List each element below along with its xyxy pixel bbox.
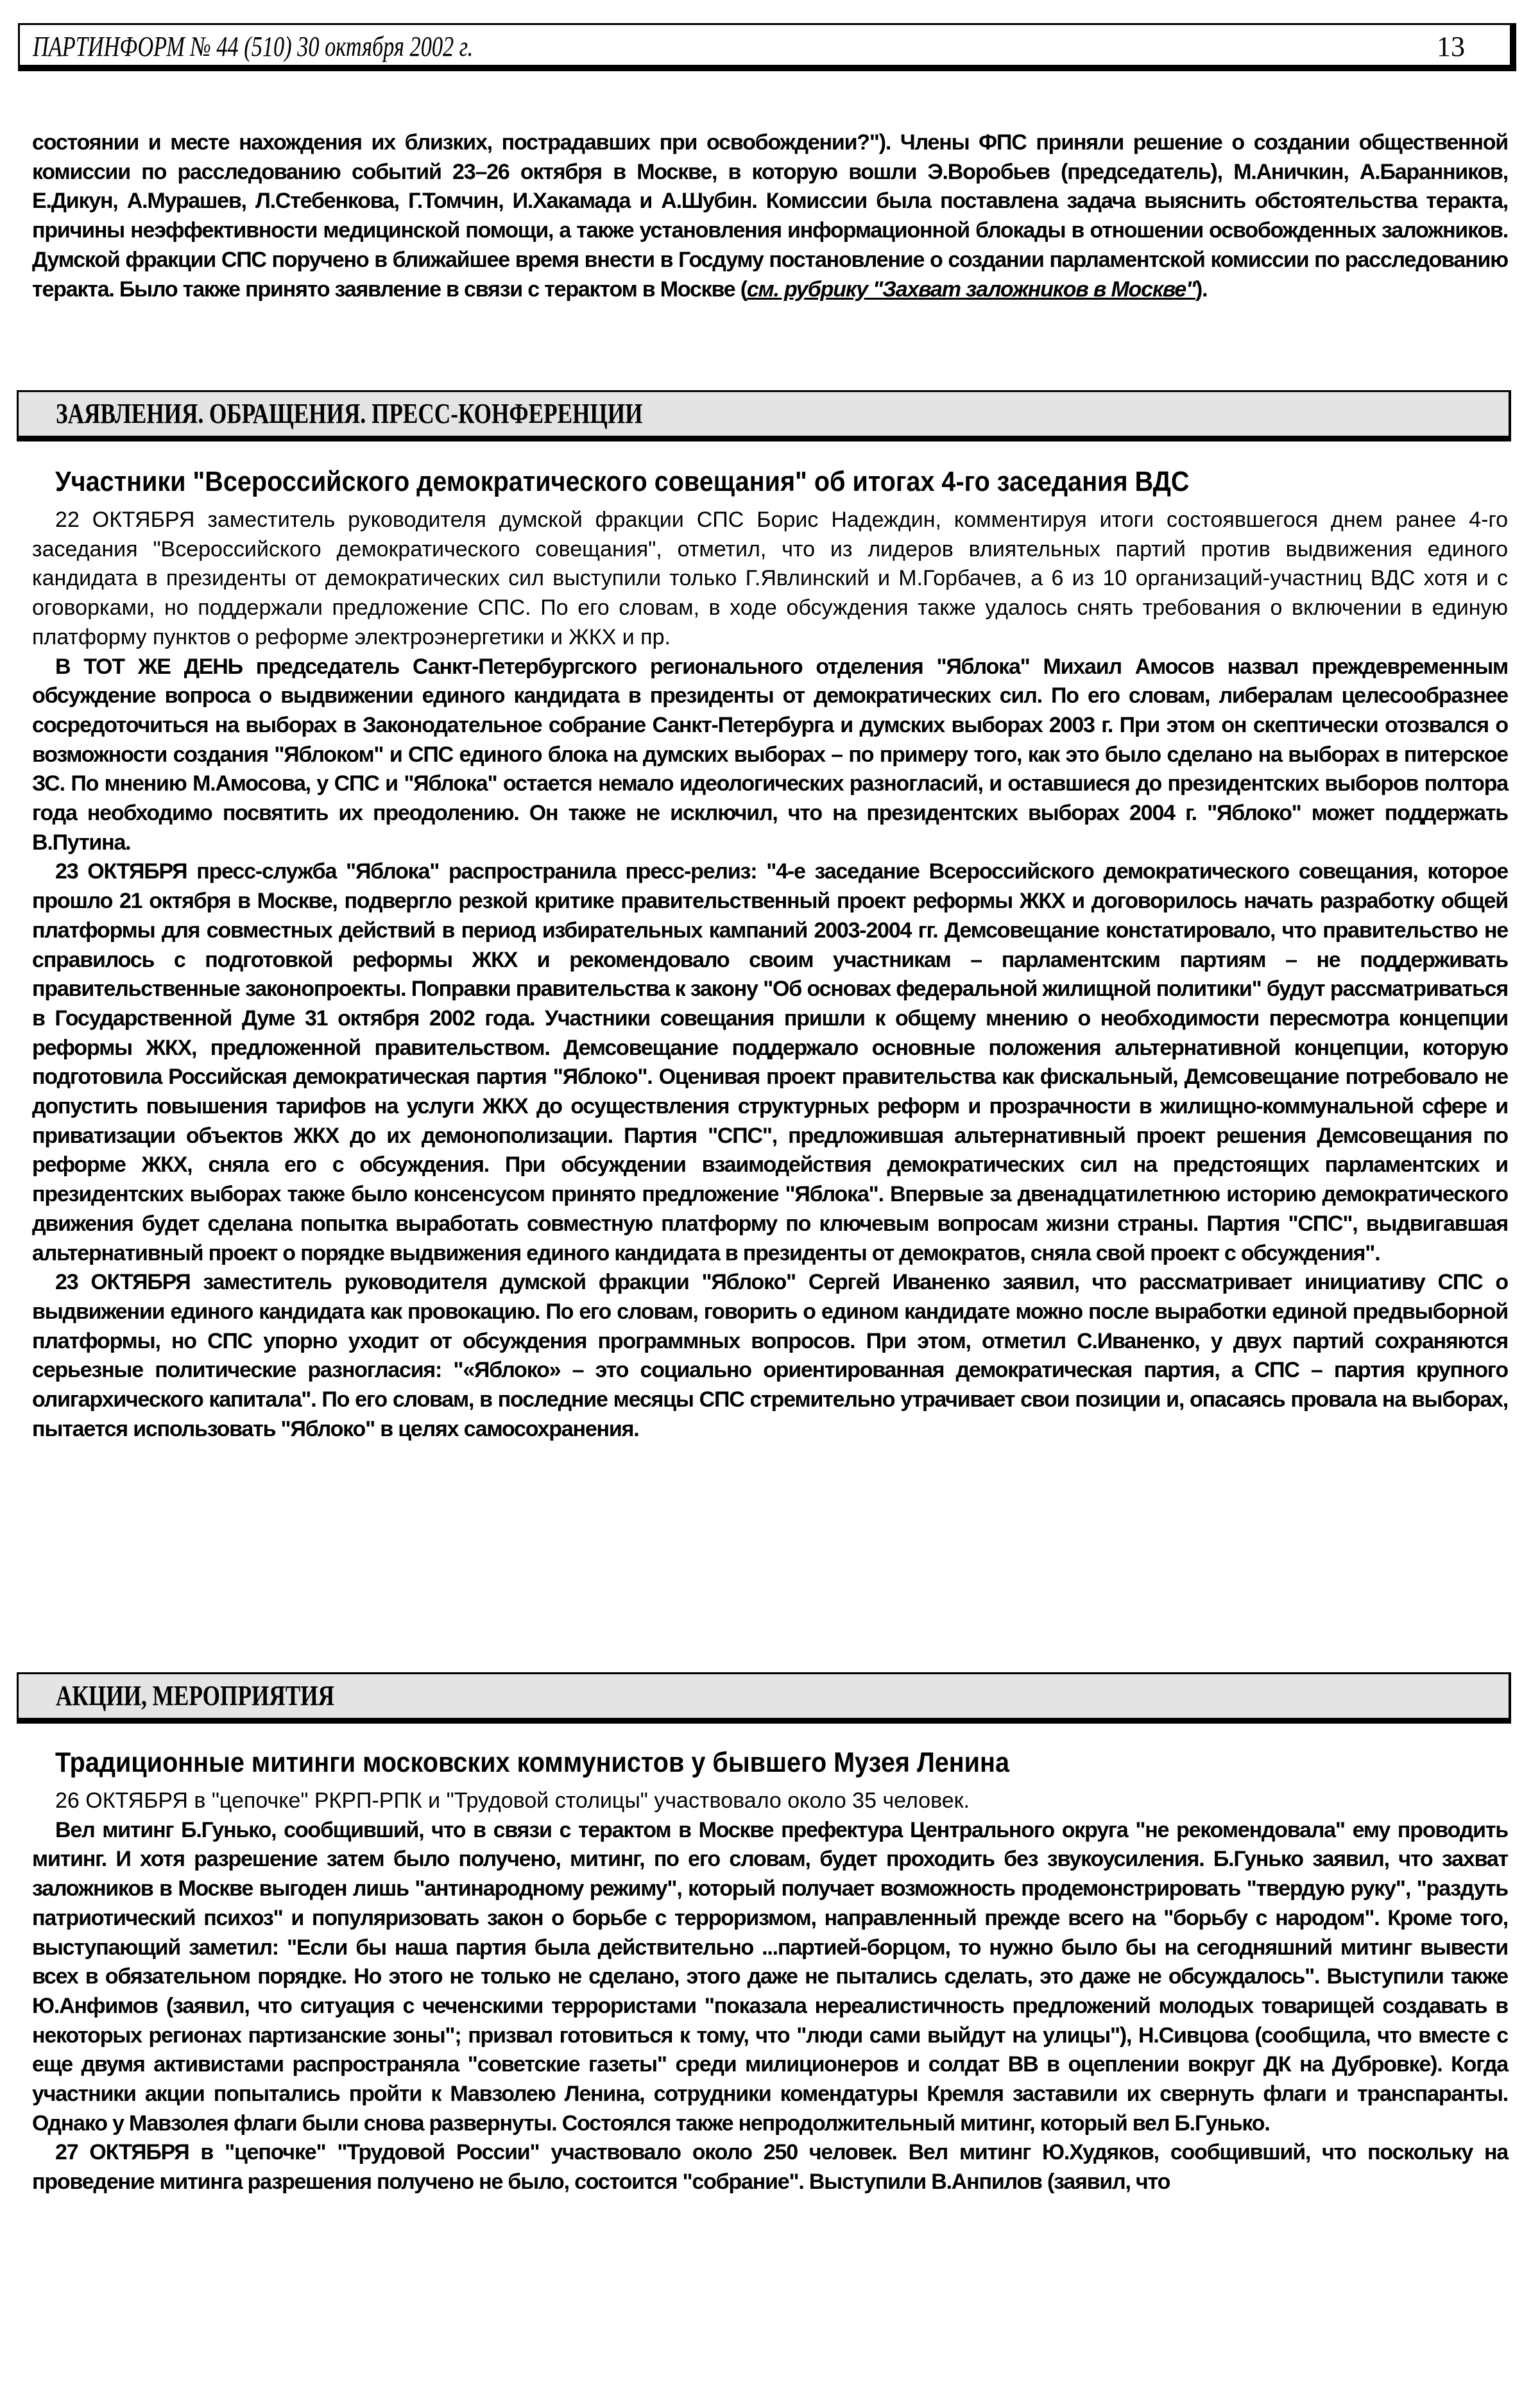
article-paragraph bbox=[32, 1268, 1508, 1444]
article-paragraph bbox=[32, 1786, 1508, 1816]
section-title: АКЦИИ, МЕРОПРИЯТИЯ bbox=[56, 1680, 335, 1711]
date-lead: 23 ОКТЯБРЯ bbox=[55, 859, 187, 884]
article-paragraph bbox=[32, 857, 1508, 1268]
paragraph-text: заместитель руководителя думской фракции СПС Борис Надеждин, комментируя итоги состоявшегося днем ранее 4-го заседания "Всероссийского демократического совещания", отметил, что из лидеров влиятельных партий против выдвижения единого кандидата в президенты от демократических сил выступили только Г.Явлинский и М.Горбачев, а 6 из 10 организаций-участниц ВДС хотя и с оговорками, но поддержали предложение СПС. По его словам, в ходе обсуждения также удалось снять требования о включении в единую платформу пунктов о реформе электроэнергетики и ЖКХ и пр. bbox=[32, 508, 1509, 649]
publication-title: ПАРТИНФОРМ № 44 (510) 30 октября 2002 г. bbox=[33, 31, 474, 62]
article-paragraph bbox=[32, 653, 1508, 858]
date-lead: 27 ОКТЯБРЯ bbox=[55, 2140, 189, 2165]
page-header bbox=[18, 23, 1516, 71]
paragraph-text: председатель Санкт-Петербургского регионального отделения "Яблока" Михаил Амосов назвал преждевременным обсуждение вопроса о выдвижении единого кандидата в президенты от демократических сил. По его словам, либералам целесообразнее сосредоточиться на выборах в Законодательное собрание Санкт-Петербурга и думских выборах 2003 г. При этом он скептически отозвался о возможности создания "Яблоком" и СПС единого блока на думских выборах – по примеру того, как это было сделано на выборах в питерское ЗС. По мнению М.Амосова, у СПС и "Яблока" остается немало идеологических разногласий, и оставшиеся до президентских выборов полтора года необходимо посвятить их преодолению. Он также не исключил, что на президентских выборах 2004 г. "Яблоко" может поддержать В.Путина. bbox=[32, 654, 1508, 855]
paragraph-text: пресс-служба "Яблока" распространила пресс-релиз: "4-е заседание Всероссийского демократического совещания, которое прошло 21 октября в Москве, подвергло резкой критике правительственный проект реформы ЖКХ и договорилось начать разработку общей платформы для совместных действий в период избирательных кампаний 2003-2004 гг. Демсовещание констатировало, что правительство не справилось с подготовкой реформы ЖКХ и рекомендовало своим участникам – парламентским партиям – не поддерживать правительственные законопроекты. Поправки правительства к закону "Об основах федеральной жилищной политики" будут рассматриваться в Государственной Думе 31 октября 2002 года. Участники совещания пришли к общему мнению о необходимости пересмотра концепции реформы ЖКХ, предложенной правительством. Демсовещание поддержало основные положения альтернативной концепции, которую подготовила Российская демократическая партия "Яблоко". Оценивая проект правительства как фискальный, Демсовещание потребовало не допустить повышения тарифов на услуги ЖКХ до осуществления структурных реформ и прозрачности в жилищно-коммунальной сфере и приватизации объектов ЖКХ до их демонополизации. Партия "СПС", предложившая альтернативный проект решения Демсовещания по реформе ЖКХ, сняла его с обсуждения. При обсуждении взаимодействия демократических сил на предстоящих парламентских и президентских выборах также было консенсусом принято предложение "Яблока". Впервые за двенадцатилетнюю историю демократического движения будет сделана попытка выработать совместную платформу по ключевым вопросам жизни страны. Партия "СПС", выдвигавшая альтернативный проект о порядке выдвижения единого кандидата в президенты от демократов, сняла свой проект с обсуждения". bbox=[32, 859, 1508, 1265]
article-paragraph bbox=[32, 1816, 1508, 2139]
article-title-lenin-museum: Традиционные митинги московских коммунистов у бывшего Музея Ленина bbox=[55, 1747, 1009, 1778]
paragraph-text: в "цепочке" "Трудовой России" участвовало около 250 человек. Вел митинг Ю.Худяков, сообщивший, что поскольку на проведение митинга разрешения получено не было, состоится "собрание". Выступили В.Анпилов (заявил, что bbox=[32, 2140, 1509, 2195]
intro-paragraph bbox=[32, 128, 1508, 304]
paragraph-text: Вел митинг Б.Гунько, сообщивший, что в связи с терактом в Москве префектура Центрального округа "не рекомендовала" ему проводить митинг. И хотя разрешение затем было получено, митинг, по его словам, будет проходить без звукоусиления. Б.Гунько заявил, что захват заложников в Москве выгоден лишь "антинародному режиму", который получает возможность продемонстрировать "твердую руку", "раздуть патриотический психоз" и популяризовать закон о борьбе с терроризмом, направленный прежде всего на "борьбу с народом". Кроме того, выступающий заметил: "Если бы наша партия была действительно ...партией-борцом, то нужно было бы на сегодняшний митинг вывести всех в обязательном порядке. Но этого не только не сделано, этого даже не пытались сделать, это даже не обсуждалось". Выступили также Ю.Анфимов (заявил, что ситуация с чеченскими террористами "показала нереалистичность предложений молодых товарищей создавать в некоторых регионах партизанские зоны"; призвал готовиться к тому, что "люди сами выйдут на улицы"), Н.Сивцова (сообщила, что вместе с еще двумя активистами распространяла "советские газеты" среди милиционеров и солдат ВВ в оцеплении вокруг ДК на Дубровке). Когда участники акции попытались пройти к Мавзолею Ленина, сотрудники комендатуры Кремля заставили их свернуть флаги и транспаранты. Однако у Мавзолея флаги были снова развернуты. Состоялся также непродолжительный митинг, который вел Б.Гунько. bbox=[32, 1817, 1508, 2136]
section-title: ЗАЯВЛЕНИЯ. ОБРАЩЕНИЯ. ПРЕСС-КОНФЕРЕНЦИИ bbox=[56, 398, 643, 429]
article-paragraph bbox=[32, 506, 1508, 653]
date-lead: 22 ОКТЯБРЯ bbox=[55, 508, 195, 532]
article-body-lenin-museum bbox=[32, 1786, 1508, 2197]
rubric-link[interactable]: см. рубрику "Захват заложников в Москве" bbox=[746, 277, 1195, 302]
article-paragraph bbox=[32, 2138, 1508, 2197]
paragraph-text: заместитель руководителя думской фракции "Яблоко" Сергей Иваненко заявил, что рассматривает инициативу СПС о выдвижении единого кандидата как провокацию. По его словам, говорить о едином кандидате можно после выработки единой предвыборной платформы, но СПС упорно уходит от обсуждения программных вопросов. При этом, отметил С.Иваненко, у двух партий сохраняются серьезные политические разногласия: "«Яблоко» – это социально ориентированная демократическая партия, а СПС – партия крупного олигархического капитала". По его словам, в последние месяцы СПС стремительно утрачивает свои позиции и, опасаясь провала на выборах, пытается использовать "Яблоко" в целях самосохранения. bbox=[32, 1270, 1508, 1441]
article-title-vds: Участники "Всероссийского демократического совещания" об итогах 4-го заседания ВДС bbox=[55, 466, 1190, 497]
intro-text: состоянии и месте нахождения их близких, пострадавших при освобождении?"). Члены ФПС приняли решение о создании общественной комиссии по расследованию событий 23–26 октября в Москве, в которую вошли Э.Воробьев (председатель), М.Аничкин, А.Баранников, Е.Дикун, А.Мурашев, Л.Стебенкова, Г.Томчин, И.Хакамада и А.Шубин. Комиссии была поставлена задача выяснить обстоятельства теракта, причины неэффективности медицинской помощи, а также установления информационной блокады в отношении освобожденных заложников. Думской фракции СПС поручено в ближайшее время внести в Госдуму постановление о создании парламентской комиссии по расследованию теракта. Было также принято заявление в связи с терактом в Москве ( bbox=[32, 130, 1508, 302]
section-header-actions bbox=[17, 1672, 1511, 1724]
article-body-vds bbox=[32, 506, 1508, 1444]
date-lead: В ТОТ ЖЕ ДЕНЬ bbox=[55, 654, 243, 679]
date-lead: 23 ОКТЯБРЯ bbox=[55, 1270, 191, 1295]
page-number: 13 bbox=[1437, 31, 1465, 62]
paragraph-text: 26 ОКТЯБРЯ в "цепочке" РКРП-РПК и "Трудовой столицы" участвовало около 35 человек. bbox=[55, 1788, 970, 1813]
section-header-statements bbox=[17, 390, 1511, 441]
intro-text-end: ). bbox=[1195, 277, 1208, 302]
